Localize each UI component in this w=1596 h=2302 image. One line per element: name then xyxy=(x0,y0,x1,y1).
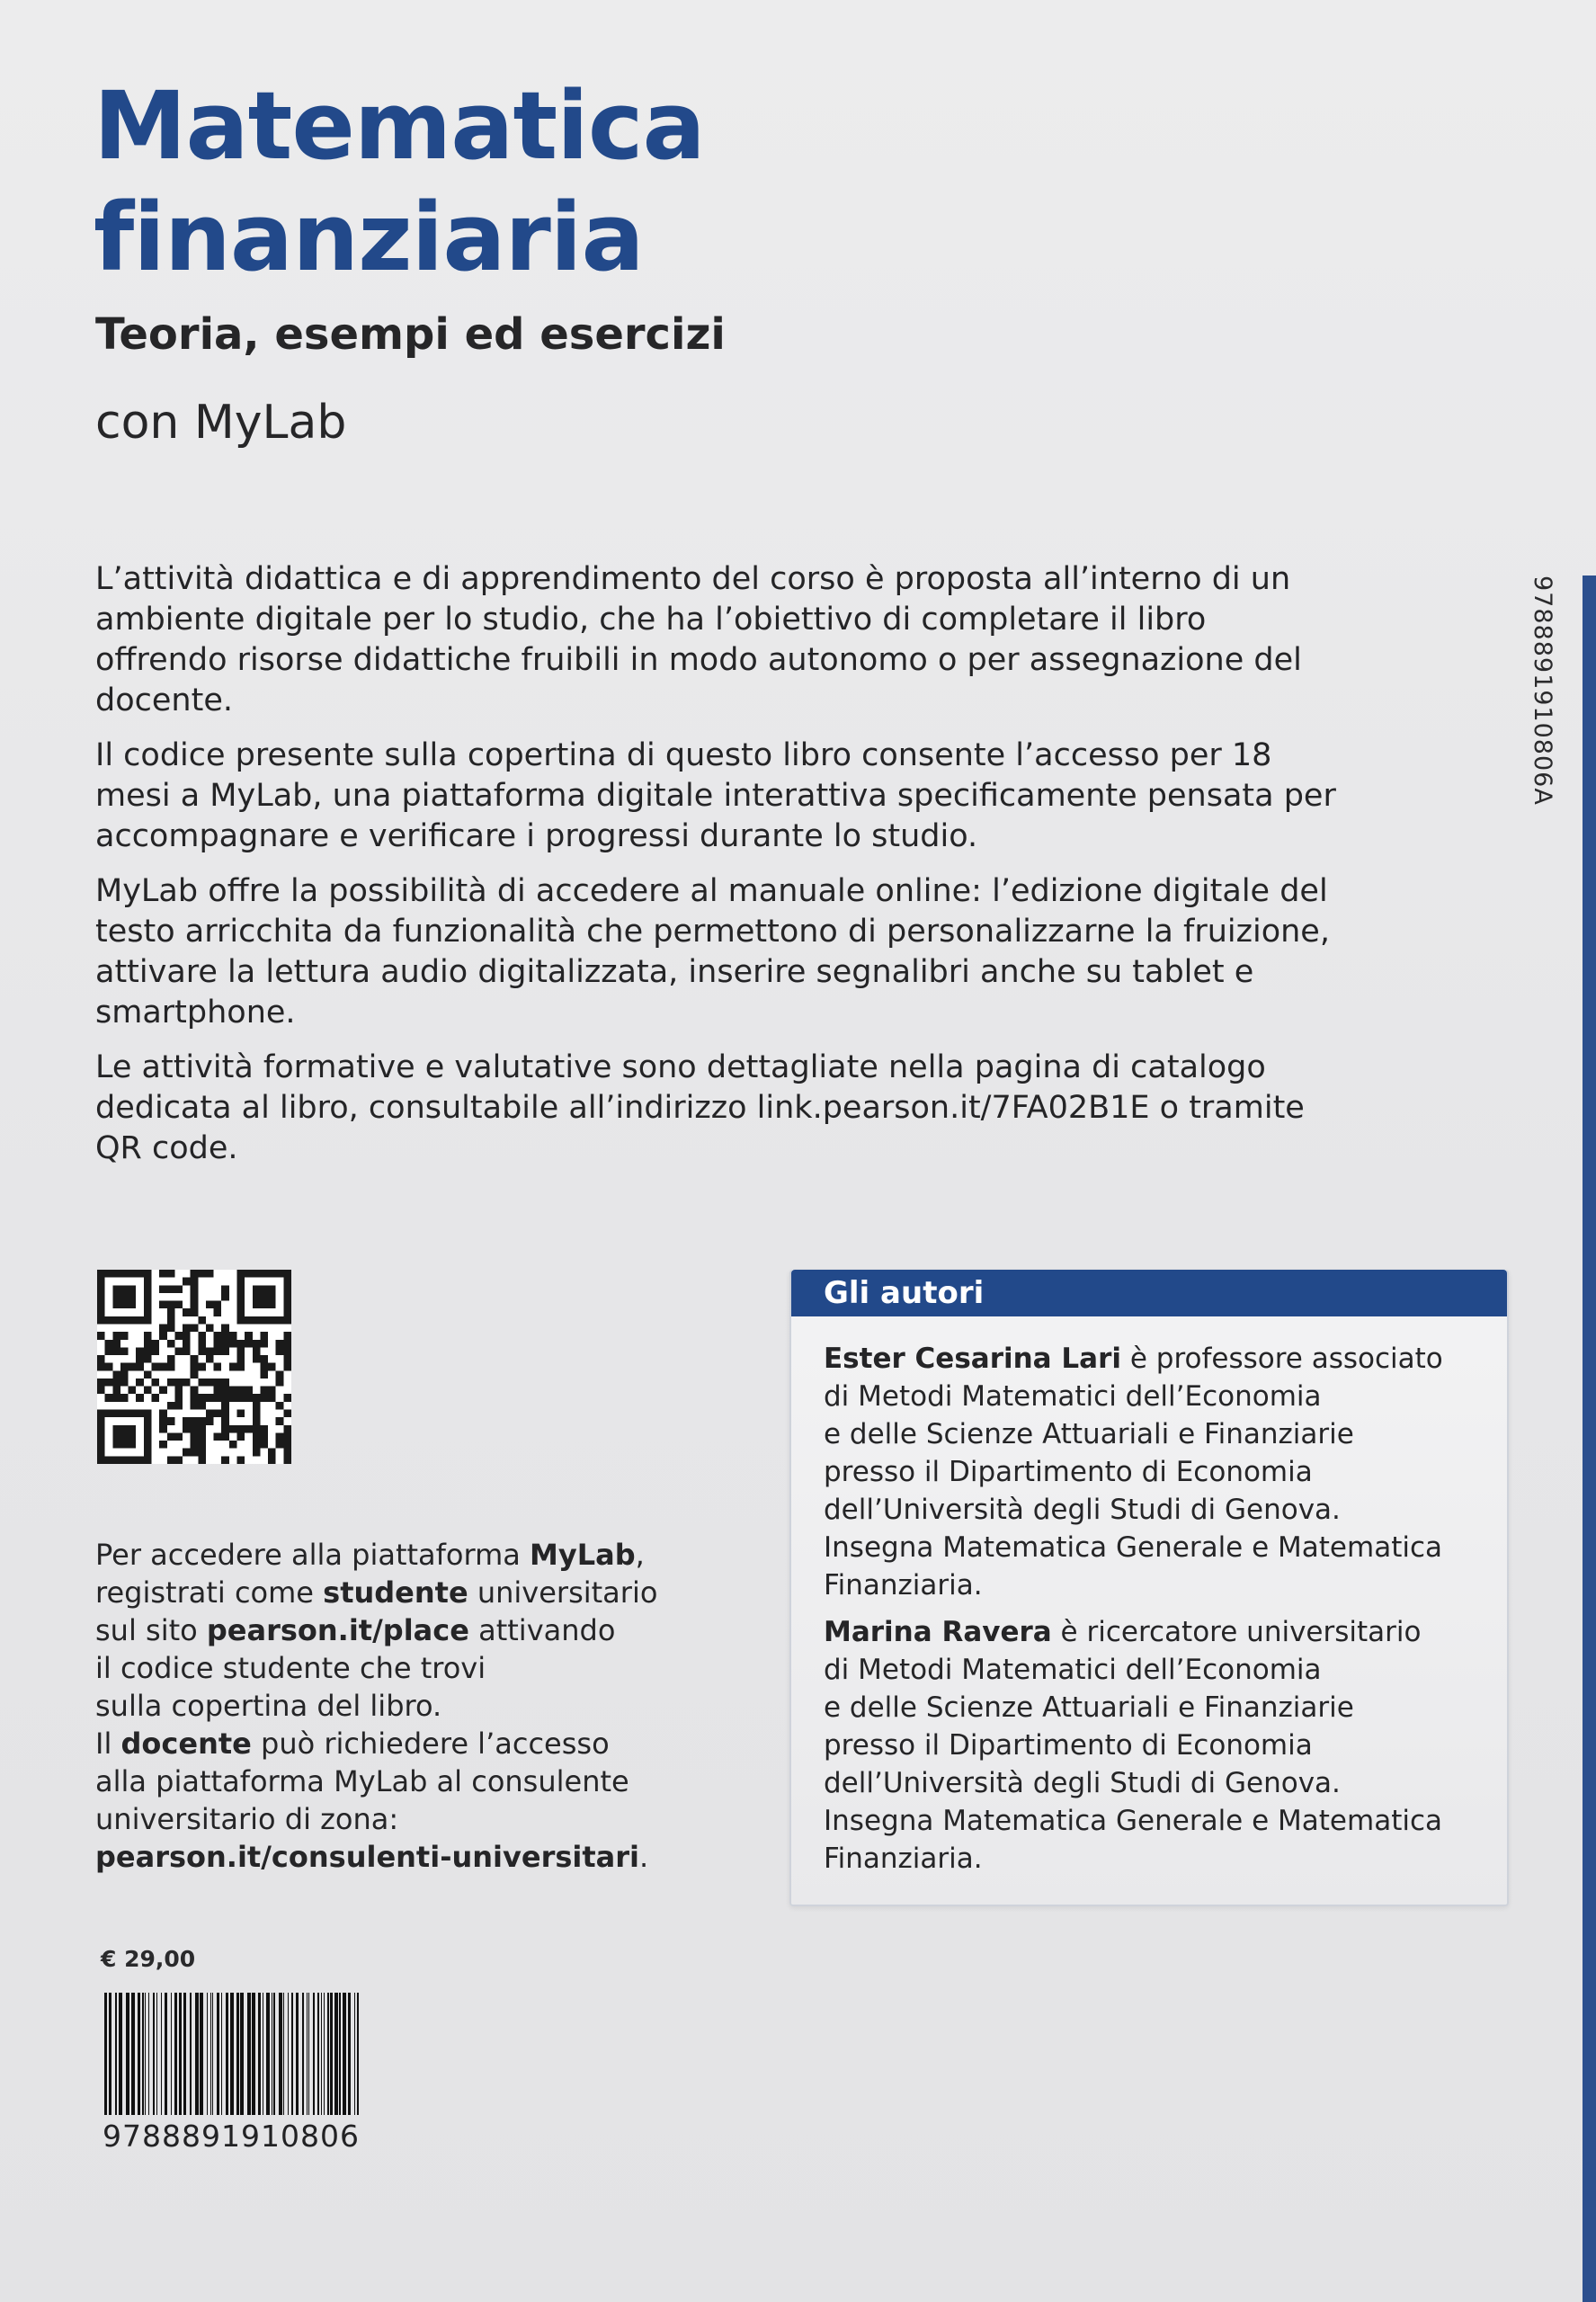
place-link[interactable]: pearson.it/place xyxy=(206,1613,469,1647)
intro-paragraph: Le attività formative e valutative sono dettagliate nella pagina di catalogo dedicata al libro, consultabile all’indirizzo link.pearson.it/7FA02B1E o tramite QR code. xyxy=(95,1049,1305,1166)
mylab-link: MyLab xyxy=(530,1538,636,1572)
access-instructions: Per accedere alla piattaforma MyLab, registrati come studente universitario sul sito pearson.it/place attivando il codice studente che trovi sulla copertina del libro. Il docente può richiedere l’accesso alla piattaforma MyLab al consulente universitario di zona: pearson.it/consulenti-universitari. xyxy=(95,1538,658,1874)
barcode-icon xyxy=(103,1993,363,2115)
intro-paragraph: MyLab offre la possibilità di accedere al manuale online: l’edizione digitale del testo arricchita da funzionalità che permettono di personalizzarne la fruizione, attivare la lettura audio digitalizzata, inserire segnalibri anche su tablet e smartphone. xyxy=(95,873,1330,1031)
book-subtitle: Teoria, esempi ed esercizi xyxy=(95,309,726,360)
side-isbn: 9788891910806A xyxy=(1529,576,1556,806)
author-name: Ester Cesarina Lari xyxy=(824,1343,1121,1375)
title-line-2: finanziaria xyxy=(94,183,644,292)
author-name: Marina Ravera xyxy=(824,1616,1052,1648)
qr-code-icon[interactable] xyxy=(97,1270,291,1464)
intro-paragraph: L’attività didattica e di apprendimento del corso è proposta all’interno di un ambiente digitale per lo studio, che ha l’obiettivo di completare il libro offrendo risorse didattiche fruibili in modo autonomo o per assegnazione del docente. xyxy=(95,561,1302,718)
book-title xyxy=(94,70,705,293)
spine-edge xyxy=(1583,576,1596,2302)
intro-paragraph: Il codice presente sulla copertina di questo libro consente l’accesso per 18 mesi a MyLab, una piattaforma digitale interattiva specificamente pensata per accompagnare e verificare i progressi durante lo studio. xyxy=(95,737,1336,854)
consulenti-link[interactable]: pearson.it/consulenti-universitari xyxy=(95,1840,639,1874)
title-line-1: Matematica xyxy=(94,71,705,181)
authors-body: Ester Cesarina Lari è professore associato di Metodi Matematici dell’Economia e delle Scienze Attuariali e Finanziarie presso il Dipartimento di Economia dell’Università degli Studi di Genova. Insegna Matematica Generale e Matematica Finanziaria. Marina Ravera è ricercatore universitario di Metodi Matematici dell’Economia e delle Scienze Attuariali e Finanziarie presso il Dipartimento di Economia dell’Università degli Studi di Genova. Insegna Matematica Generale e Matematica Finanziaria. xyxy=(824,1343,1443,1875)
price-label: € 29,00 xyxy=(101,1946,196,1972)
authors-box xyxy=(789,1270,1509,1906)
intro-text xyxy=(95,559,1336,1183)
barcode-number: 9788891910806 xyxy=(103,2119,360,2154)
edition-line: con MyLab xyxy=(95,396,347,450)
authors-header: Gli autori xyxy=(791,1270,1507,1316)
